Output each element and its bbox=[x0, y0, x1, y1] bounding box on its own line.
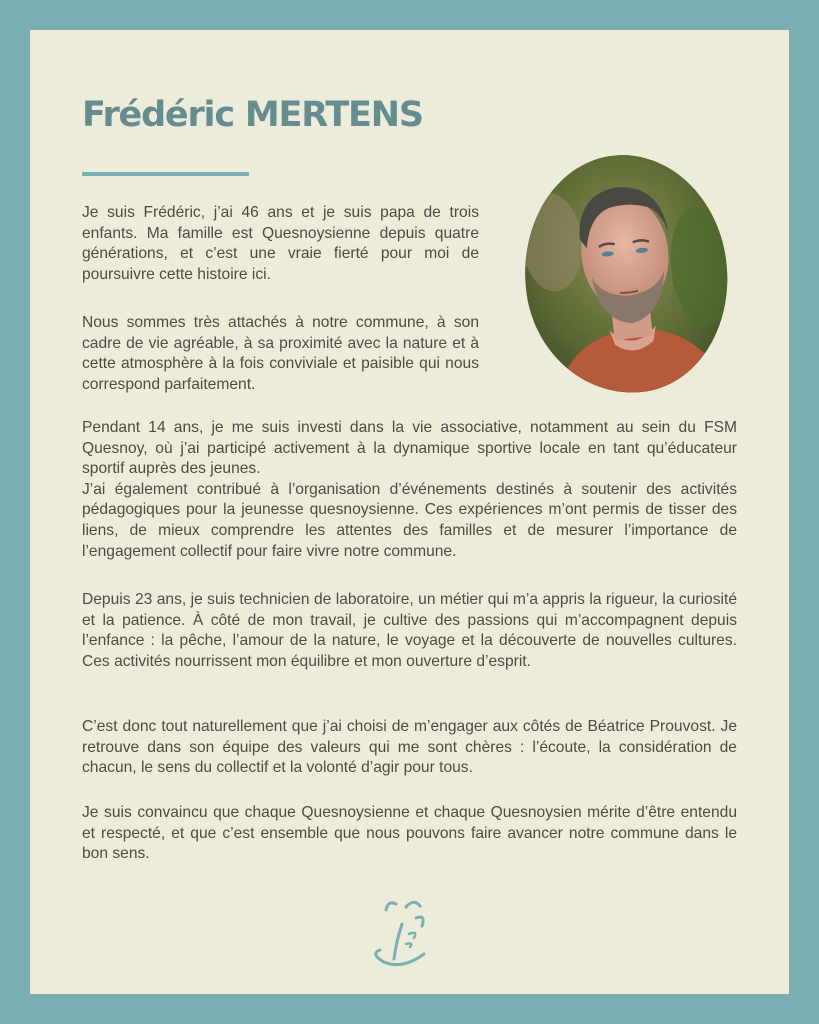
brush-stroke-logo-icon bbox=[372, 890, 452, 970]
logo-strokes bbox=[372, 890, 452, 970]
engagement-paragraph bbox=[82, 717, 737, 779]
intro-paragraph bbox=[82, 203, 479, 285]
career-paragraph bbox=[82, 590, 737, 672]
commune-paragraph bbox=[82, 313, 479, 395]
page-title: Frédéric MERTENS bbox=[82, 95, 423, 135]
paragraph-conclusion: Je suis convaincu que chaque Quesnoysienne et chaque Quesnoysien mérite d’être entendu et respecté, et que c’est ensemble que nous pouvons faire avancer notre commune dans le bon sens. bbox=[82, 804, 737, 863]
paragraph-association: Pendant 14 ans, je me suis investi dans la vie associative, notamment au sein du FSM Quesnoy, où j’ai participé activement à la dynamique sportive locale en tant qu’éducateur sportif auprès des jeunes. bbox=[82, 419, 737, 478]
paragraph-engagement: C’est donc tout naturellement que j’ai choisi de m’engager aux côtés de Béatrice Prouvost. Je retrouve dans son équipe des valeurs qui me sont chères : l’écoute, la considération de chacun, le sens du collectif et la volonté d’agir pour tous. bbox=[82, 718, 737, 777]
title-underline bbox=[82, 172, 249, 176]
paragraph-family: Je suis Frédéric, j’ai 46 ans et je suis papa de trois enfants. Ma famille est Quesnoysienne depuis quatre générations, et c’est une vraie fierté pour moi de poursuivre cette histoire ici. bbox=[82, 204, 479, 283]
paragraph-commune: Nous sommes très attachés à notre commune, à son cadre de vie agréable, à sa proximité avec la nature et à cette atmosphère à la fois conviviale et paisible qui nous correspond parfaitement. bbox=[82, 314, 479, 393]
paragraph-events: J’ai également contribué à l’organisation d’événements destinés à soutenir des activités pédagogiques pour la jeunesse quesnoysienne. Ces expériences m’ont permis de tisser des liens, de mieux comprendre les attentes des familles et de mesurer l’importance de l’engagement collectif pour faire vivre notre commune. bbox=[82, 480, 737, 560]
conclusion-paragraph bbox=[82, 803, 737, 865]
association-section bbox=[82, 418, 737, 562]
paragraph-career: Depuis 23 ans, je suis technicien de laboratoire, un métier qui m’a appris la rigueur, la curiosité et la patience. À côté de mon travail, je cultive des passions qui m’accompagnent depuis l’enfance : la pêche, l’amour de la nature, le voyage et la découverte de nouvelles cultures. Ces activités nourrissent mon équilibre et mon ouverture d’esprit. bbox=[82, 591, 737, 670]
